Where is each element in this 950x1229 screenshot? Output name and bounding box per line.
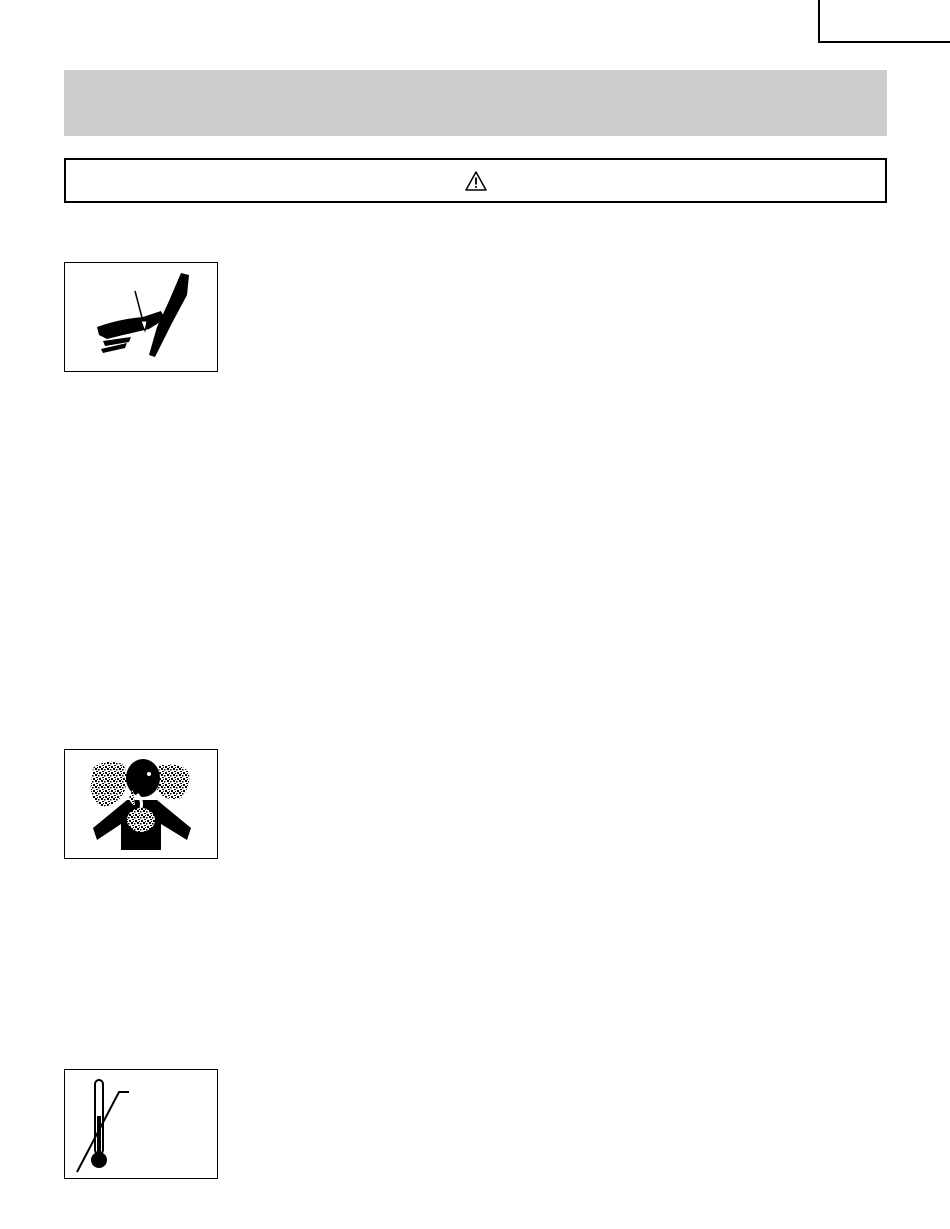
- page-number-tab: [818, 0, 950, 43]
- temperature-limit-pictogram: [64, 1069, 218, 1179]
- breathing-hazard-pictogram: [64, 749, 218, 859]
- warning-triangle-icon: [465, 171, 487, 191]
- hand-puncture-pictogram: [64, 262, 218, 372]
- warning-banner: [64, 158, 887, 203]
- section-title-bar: [64, 70, 887, 136]
